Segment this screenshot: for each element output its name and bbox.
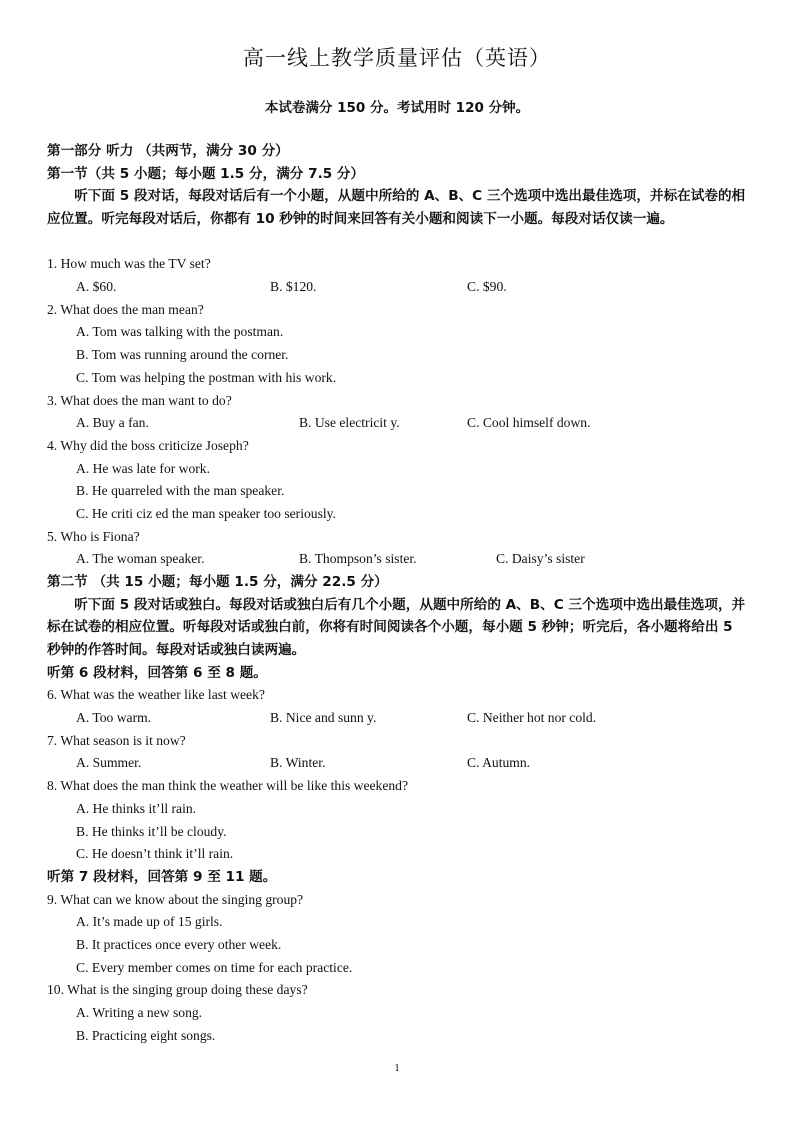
page-title: 高一线上教学质量评估（英语）: [243, 46, 551, 70]
exam-subtitle: 本试卷满分 150 分。考试用时 120 分钟。: [264, 100, 530, 116]
option-a: A. Summer.: [76, 755, 142, 771]
question-5: 5. Who is Fiona?: [47, 528, 140, 544]
option-a: A. He was late for work.: [76, 460, 211, 476]
question-1: 1. How much was the TV set?: [47, 256, 211, 272]
question-10: 10. What is the singing group doing these days?: [47, 982, 308, 998]
question-8: 8. What does the man think the weather will be like this weekend?: [47, 778, 409, 794]
question-4: 4. Why did the boss criticize Joseph?: [47, 437, 249, 453]
question-9: 9. What can we know about the singing group?: [47, 891, 304, 907]
section1-heading: 第一节（共 5 小题；每小题 1.5 分，满分 7.5 分）: [47, 165, 365, 182]
option-a: A. Too warm.: [76, 710, 152, 726]
option-a: A. Tom was talking with the postman.: [76, 324, 284, 340]
option-c: C. Tom was helping the postman with his work.: [76, 369, 337, 385]
option-c: C. He criti ciz ed the man speaker too seriously.: [76, 505, 336, 521]
page-number: 1: [394, 1062, 400, 1074]
option-a: A. $60.: [76, 279, 117, 295]
question-6-options: [47, 707, 747, 730]
question-7: 7. What season is it now?: [47, 732, 186, 748]
section2-heading: 第二节 （共 15 小题；每小题 1.5 分，满分 22.5 分）: [47, 574, 388, 590]
option-b: B. Winter.: [270, 755, 326, 771]
option-a: A. It’s made up of 15 girls.: [76, 914, 223, 930]
question-6: 6. What was the weather like last week?: [47, 687, 265, 703]
option-c: C. Daisy’s sister: [496, 551, 585, 567]
option-b: B. Practicing eight songs.: [76, 1027, 216, 1043]
option-c: C. $90.: [467, 279, 507, 295]
question-7-options: [47, 752, 747, 775]
material-7-heading: 听第 7 段材料，回答第 9 至 11 题。: [47, 868, 277, 885]
section2-instructions: 听下面 5 段对话或独白。每段对话或独白后有几个小题，从题中所给的 A、B、C 三个选项中选出最佳选项，并标在试卷的相应位置。听每段对话或独白前，你将有时间阅读各个小题，每小题 5 秒钟；听完后，各小题将给出 5 秒钟的作答时间。每段对话或独白读两遍。: [47, 596, 746, 659]
option-b: B. He quarreled with the man speaker.: [76, 483, 285, 499]
part1-heading: 第一部分 听力 （共两节，满分 30 分）: [47, 143, 289, 159]
option-c: C. Every member comes on time for each practice.: [76, 959, 353, 975]
question-3: 3. What does the man want to do?: [47, 392, 232, 408]
exam-content: [47, 140, 747, 1047]
question-5-options: [47, 548, 747, 571]
option-b: B. $120.: [270, 279, 317, 295]
section1-instructions: 听下面 5 段对话，每段对话后有一个小题，从题中所给的 A、B、C 三个选项中选出最佳选项，并标在试卷的相应位置。听完每段对话后，你都有 10 秒钟的时间来回答有关小题和阅读下一小题。每段对话仅读一遍。: [47, 188, 746, 228]
option-b: B. Thompson’s sister.: [299, 551, 417, 567]
option-a: A. Buy a fan.: [76, 415, 149, 431]
option-b: B. It practices once every other week.: [76, 936, 282, 952]
option-a: A. He thinks it’ll rain.: [76, 800, 197, 816]
option-b: B. Tom was running around the corner.: [76, 347, 289, 363]
question-2: 2. What does the man mean?: [47, 301, 204, 317]
option-c: C. Autumn.: [467, 755, 531, 771]
option-c: C. Cool himself down.: [467, 415, 591, 431]
option-c: C. He doesn’t think it’ll rain.: [76, 846, 234, 862]
question-1-options: [47, 276, 747, 299]
option-a: A. Writing a new song.: [76, 1005, 203, 1020]
option-b: B. Nice and sunn y.: [270, 710, 377, 726]
question-3-options: [47, 412, 747, 435]
option-a: A. The woman speaker.: [76, 551, 205, 567]
option-b: B. Use electricit y.: [299, 415, 400, 431]
option-b: B. He thinks it’ll be cloudy.: [76, 823, 227, 839]
option-c: C. Neither hot nor cold.: [467, 710, 597, 726]
material-6-heading: 听第 6 段材料，回答第 6 至 8 题。: [47, 664, 267, 681]
